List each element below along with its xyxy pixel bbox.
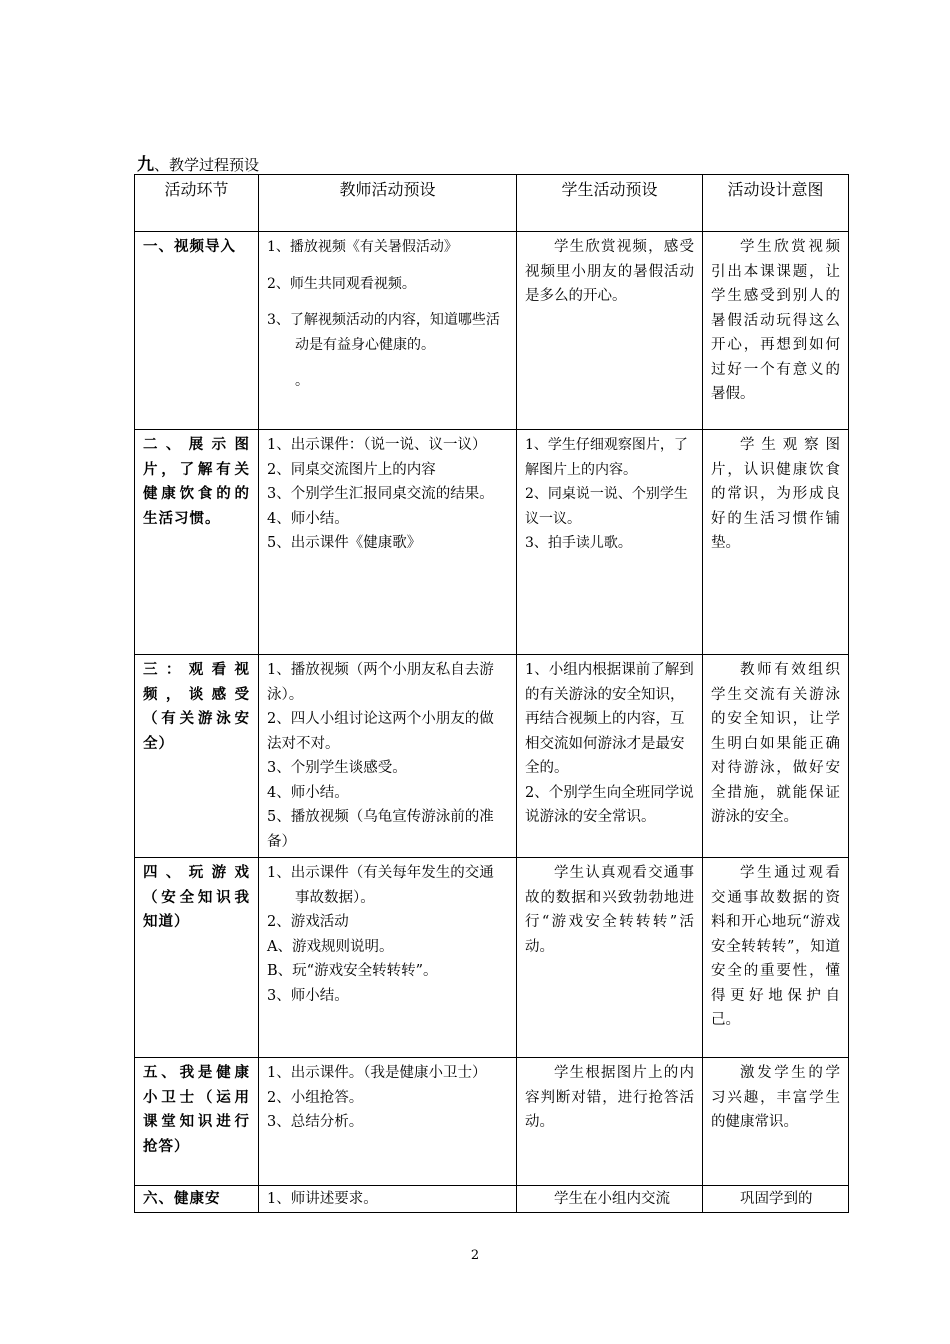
teacher-item: 2、师生共同观看视频。 xyxy=(267,275,416,292)
header-student: 学生活动预设 xyxy=(517,175,703,232)
phase-cell: 二、展示图片，了解有关健康饮食的的生活习惯。 xyxy=(135,430,259,655)
table-row xyxy=(135,858,849,1058)
student-text: 学生在小组内交流 xyxy=(554,1191,670,1207)
intent-text: 激发学生的学习兴趣，丰富学生的健康常识。 xyxy=(711,1065,840,1130)
phase-cell: 五、我是健康小卫士（运用课堂知识进行抢答） xyxy=(135,1058,259,1186)
teacher-item: A、游戏规则说明。 xyxy=(267,938,394,955)
intent-cell xyxy=(703,1186,849,1213)
intent-text: 学生欣赏视频引出本课课题，让学生感受到别人的暑假活动玩得这么开心，再想到如何过好一个有意义的暑假。 xyxy=(711,239,840,402)
phase-cell: 四、玩游戏（安全知识我知道） xyxy=(135,858,259,1058)
teacher-item: 1、出示课件：（说一说、议一议） xyxy=(267,437,487,453)
student-cell xyxy=(517,430,703,655)
teacher-cell xyxy=(259,430,517,655)
student-cell xyxy=(517,1058,703,1186)
table-row xyxy=(135,232,849,430)
intent-cell xyxy=(703,430,849,655)
teacher-item: 4、师小结。 xyxy=(267,510,349,527)
phase-cell: 一、视频导入 xyxy=(135,232,259,430)
student-text: 学生欣赏视频，感受视频里小朋友的暑假活动是多么的开心。 xyxy=(525,239,694,304)
teacher-cell xyxy=(259,858,517,1058)
teacher-item: 1、出示课件（有关每年发生的交通事故数据）。 xyxy=(267,865,494,906)
intent-text: 巩固学到的 xyxy=(740,1191,813,1207)
table-row xyxy=(135,1186,849,1213)
table-row xyxy=(135,1058,849,1186)
phase-cell: 三：观看视频，谈感受（有关游泳安全） xyxy=(135,655,259,858)
teacher-item: 5、出示课件《健康歌》 xyxy=(267,535,422,551)
teacher-item: 3、师小结。 xyxy=(267,987,349,1004)
intent-cell xyxy=(703,232,849,430)
teacher-item: 5、播放视频（乌龟宣传游泳前的准备） xyxy=(267,809,494,850)
section-title xyxy=(137,150,259,175)
teacher-item: 1、出示课件。（我是健康小卫士） xyxy=(267,1065,487,1081)
teacher-item: 2、游戏活动 xyxy=(267,914,349,930)
student-item: 2、个别学生向全班同学说说游泳的安全常识。 xyxy=(525,784,694,825)
teacher-cell xyxy=(259,1058,517,1186)
table-row xyxy=(135,430,849,655)
student-text: 学生认真观看交通事故的数据和兴致勃勃地进行“游戏安全转转转”活动。 xyxy=(525,865,694,955)
student-text: 学生根据图片上的内容判断对错，进行抢答活动。 xyxy=(525,1065,694,1130)
teacher-cell xyxy=(259,655,517,858)
teacher-item: 4、师小结。 xyxy=(267,784,349,801)
teacher-item: 3、了解视频活动的内容，知道哪些活动是有益身心健康的。 xyxy=(267,312,500,353)
teacher-item: B、玩“游戏安全转转转”。 xyxy=(267,963,438,979)
section-number: 九 xyxy=(137,155,154,175)
teacher-item: 。 xyxy=(295,373,309,389)
student-cell xyxy=(517,232,703,430)
teacher-item: 1、播放视频（两个小朋友私自去游泳）。 xyxy=(267,662,494,703)
intent-text: 学生通过观看交通事故数据的资料和开心地玩“游戏安全转转转”，知道安全的重要性，懂得更好地保护自己。 xyxy=(711,865,840,1028)
intent-text: 教师有效组织学生交流有关游泳的安全知识，让学生明白如果能正确对待游泳，做好安全措施，就能保证游泳的安全。 xyxy=(711,662,840,825)
intent-cell xyxy=(703,1058,849,1186)
student-item: 3、拍手读儿歌。 xyxy=(525,535,632,551)
header-phase: 活动环节 xyxy=(135,175,259,232)
teacher-item: 3、个别学生汇报同桌交流的结果。 xyxy=(267,486,494,502)
teacher-cell xyxy=(259,1186,517,1213)
teacher-item: 2、四人小组讨论这两个小朋友的做法对不对。 xyxy=(267,711,494,752)
page-number: 2 xyxy=(470,1248,480,1263)
table-row xyxy=(135,655,849,858)
student-item: 1、小组内根据课前了解到的有关游泳的安全知识，再结合视频上的内容，互相交流如何游泳才是最安全的。 xyxy=(525,662,694,776)
teacher-item: 2、同桌交流图片上的内容 xyxy=(267,461,436,478)
student-item: 2、同桌说一说、个别学生议一议。 xyxy=(525,486,688,527)
student-cell xyxy=(517,858,703,1058)
teacher-item: 3、总结分析。 xyxy=(267,1114,364,1130)
intent-text: 学生观察图片，认识健康饮食的常识，为形成良好的生活习惯作铺垫。 xyxy=(711,437,840,551)
section-title-text: 、教学过程预设 xyxy=(154,156,260,174)
header-teacher: 教师活动预设 xyxy=(259,175,517,232)
teacher-item: 2、小组抢答。 xyxy=(267,1089,364,1106)
student-cell xyxy=(517,1186,703,1213)
student-cell xyxy=(517,655,703,858)
teacher-item: 1、播放视频《有关暑假活动》 xyxy=(267,239,458,255)
student-item: 1、学生仔细观察图片，了解图片上的内容。 xyxy=(525,437,688,478)
header-intent: 活动设计意图 xyxy=(703,175,849,232)
teacher-item: 3、个别学生谈感受。 xyxy=(267,760,407,776)
intent-cell xyxy=(703,655,849,858)
table-header-row xyxy=(135,175,849,232)
teaching-process-table xyxy=(134,174,849,1213)
phase-cell: 六、健康安 xyxy=(135,1186,259,1213)
teacher-cell xyxy=(259,232,517,430)
intent-cell xyxy=(703,858,849,1058)
teacher-item: 1、师讲述要求。 xyxy=(267,1191,378,1207)
